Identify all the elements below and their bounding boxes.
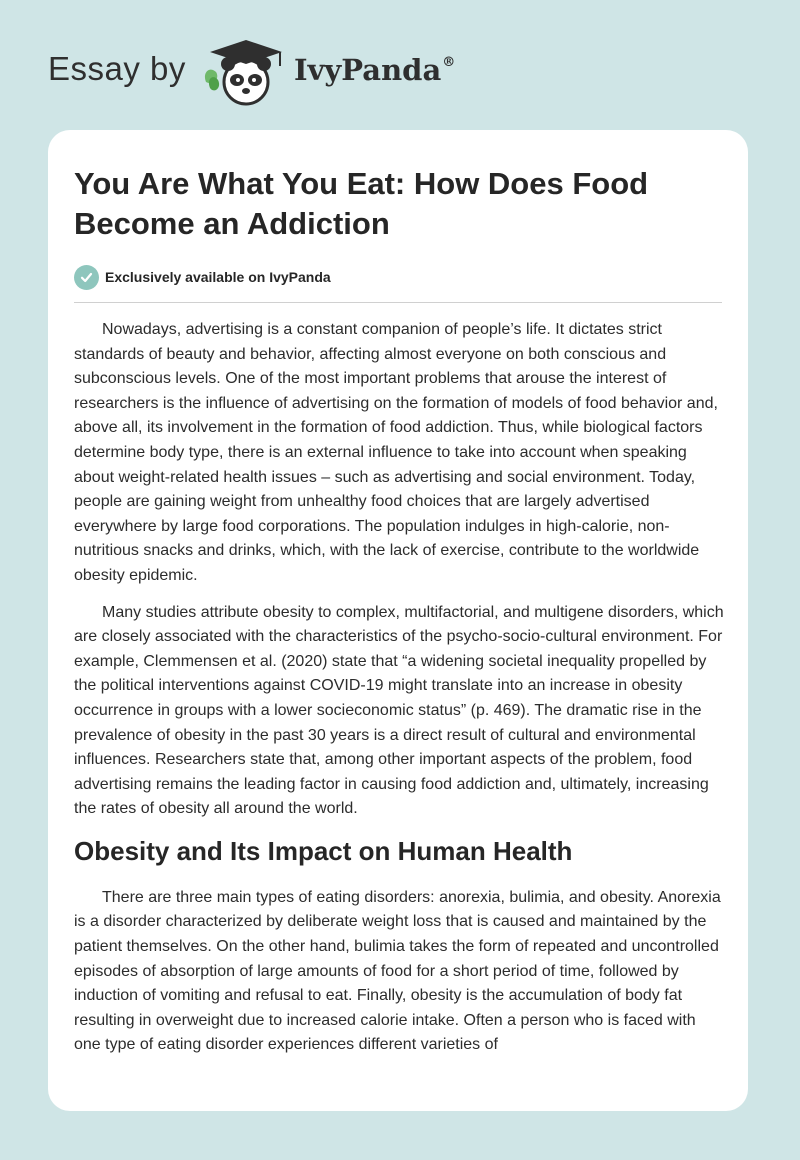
- brand-text: IvyPanda: [294, 53, 442, 87]
- paragraph: Many studies attribute obesity to complex, multifactorial, and multigene disorders, which are closely associated with the characteristics of the psycho-socio-cultural environment. For example, Clemmensen et al. (2020) state that “a widening societal inequality propelled by the political interventions against COVID-19 might translate into an increase in obesity occurrence in groups with a lower socieconomic status” (p. 469). The dramatic rise in the prevalence of obesity in the past 30 years is a direct result of cultural and environmental influences. Researchers state that, among other important aspects of the problem, food advertising remains the leading factor in causing food addiction and, ultimately, increasing the rates of obesity all around the world.: [74, 603, 724, 818]
- essay-by-label: Essay by: [48, 50, 186, 87]
- essay-body: [74, 318, 724, 1070]
- check-icon: [74, 265, 99, 290]
- section-heading: Obesity and Its Impact on Human Health: [74, 835, 573, 866]
- site-header: [0, 0, 800, 130]
- trademark-symbol: ®: [442, 55, 456, 70]
- exclusive-badge: [74, 264, 331, 290]
- exclusive-label: Exclusively available on IvyPanda: [105, 269, 331, 285]
- paragraph: Nowadays, advertising is a constant companion of people’s life. It dictates strict standards of beauty and behavior, affecting almost everyone on both conscious and subconscious levels. One of the most important problems that arouse the interest of researchers is the influence of advertising on the formation of models of food behavior and, above all, its involvement in the formation of food addiction. Thus, while biological factors determine body type, there is an external influence to take into account when speaking about weight-related health issues – such as advertising and social environment. Today, people are gaining weight from unhealthy food choices that are largely advertised everywhere by large food corporations. The population indulges in high-calorie, non-nutritious snacks and drinks, which, with the lack of exercise, contribute to the worldwide obesity epidemic.: [74, 321, 718, 584]
- panda-logo-icon[interactable]: [200, 38, 286, 108]
- essay-card: [48, 130, 748, 1111]
- page-title: You Are What You Eat: How Does Food Become an Addiction: [74, 166, 649, 241]
- divider: [74, 302, 722, 303]
- paragraph: There are three main types of eating disorders: anorexia, bulimia, and obesity. Anorexia is a disorder characterized by deliberate weight loss that is caused and maintained by the patient themselves. On the other hand, bulimia takes the form of repeated and uncontrolled episodes of absorption of large amounts of food for a short period of time, followed by induction of vomiting and refusal to eat. Finally, obesity is the accumulation of body fat resulting in overweight due to increased calorie intake. Often a person who is faced with one type of eating disorder experiences different varieties of: [74, 888, 721, 1054]
- brand-name[interactable]: [294, 53, 455, 87]
